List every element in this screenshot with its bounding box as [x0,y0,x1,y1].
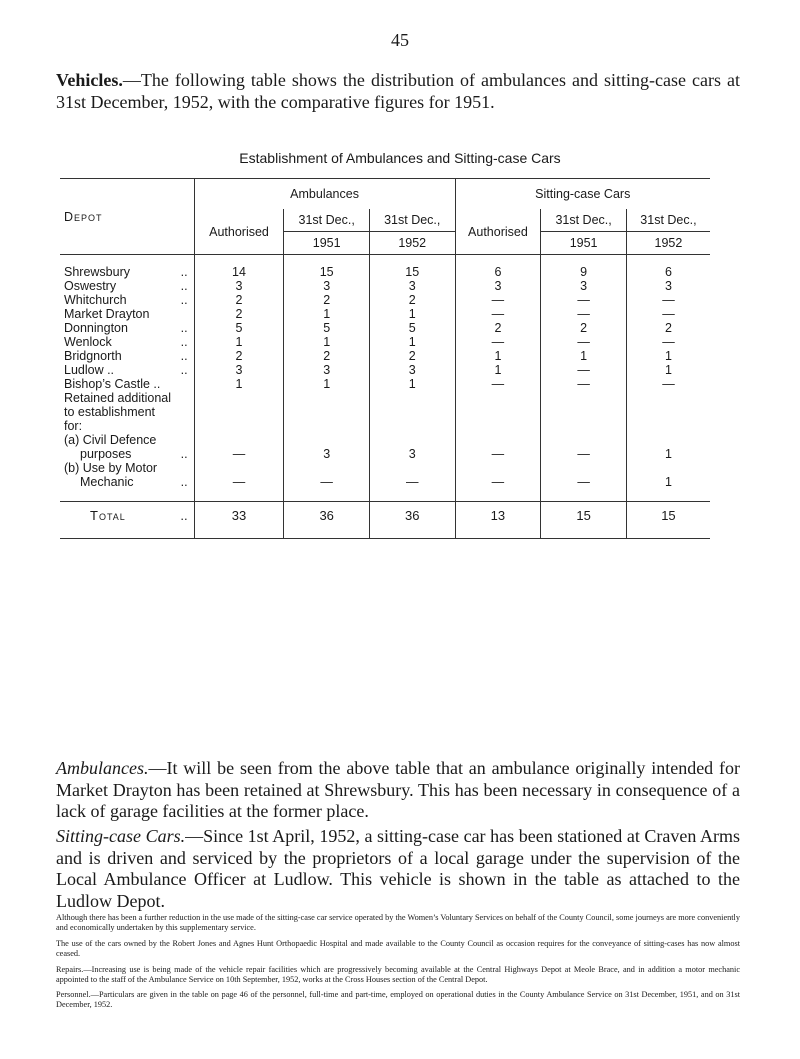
table-row: Whitchurch .. 2 2 2 — — — [60,293,710,307]
table-row: Bridgnorth .. 2 2 2 1 1 1 [60,349,710,363]
lower-text-block [56,913,740,1016]
header-sc-1952: 1952 [626,232,710,255]
orthopaedic-paragraph-flow: The use of the cars owned by the Robert Jones and Agnes Hunt Orthopaedic Hospital and made available to the County Council as occasion requires for the conveyance of sitting-cases has now almost ceased. [56,938,740,958]
header-sitting-case: Sitting-case Cars [455,179,710,210]
header-ambulances: Ambulances [194,179,455,210]
header-amb-dec-1952: 31st Dec., [369,209,455,232]
table-row: Wenlock .. 1 1 1 — — — [60,335,710,349]
table-row: Bishop’s Castle .. 1 1 1 — — — [60,377,710,391]
ambulances-paragraph: Ambulances.—It will be seen from the above table that an ambulance originally intended for Market Drayton has been retained at Shrewsbury. This has been necessary in consequence of a lack of garage facilities at the former place. [56,758,740,821]
header-sc-dec-1951: 31st Dec., [541,209,627,232]
wvs-paragraph-flow: Although there has been a further reduction in the use made of the sitting-case car service operated by the Women’s Voluntary Services on behalf of the County Council, some journeys are more conveniently and economically undertaken by this supplementary service. [56,913,740,932]
personnel-paragraph: Personnel.—Particulars are given in the table on page 46 of the personnel, full-time and part-time, employed on operational duties in the County Ambulance Service on 31st December, 1951, and on 31st December, 1952. [56,990,740,1010]
establishment-table [60,178,710,539]
intro-paragraph [56,70,740,113]
page-number: 45 [391,30,409,50]
table-row: Donnington .. 5 5 5 2 2 2 [60,321,710,335]
table-row: Shrewsbury .. 14 15 15 6 9 6 [60,255,710,280]
table-row: Oswestry .. 3 3 3 3 3 3 [60,279,710,293]
intro-lead: Vehicles. [56,70,123,90]
table-title: Establishment of Ambulances and Sitting-case Cars [239,150,561,166]
header-amb-dec-1951: 31st Dec., [284,209,370,232]
sitting-case-paragraph: Sitting-case Cars.—Since 1st April, 1952, a sitting-case car has been stationed at Craven Arms and is driven and serviced by the proprietors of a local garage under the supervision of the Local Ambulance Officer at Ludlow. This vehicle is shown in the table as attached to the Ludlow Depot. [56,826,741,911]
table-row: Ludlow .. .. 3 3 3 1 — 1 [60,363,710,377]
header-amb-1952: 1952 [369,232,455,255]
header-sc-1951: 1951 [541,232,627,255]
table-row: (a) Civil Defence purposes .. — 3 3 — — 1 [60,433,710,461]
table-row: (b) Use by Motor Mechanic .. — — — — — 1 [60,461,710,502]
repairs-paragraph: Repairs.—Increasing use is being made of the vehicle repair facilities which are progressively becoming available at the Central Highways Depot at Meole Brace, and in addition a motor mechanic appointed to the staff of the Ambulance Service on 10th September, 1952, works at the Cross Houses section of the Central Depot. [56,964,740,984]
total-row: Total .. 33 36 36 13 15 15 [60,502,710,539]
header-amb-1951: 1951 [284,232,370,255]
header-sc-authorised: Authorised [455,209,541,255]
header-amb-authorised: Authorised [194,209,284,255]
header-depot: Depot [60,179,194,255]
header-sc-dec-1952: 31st Dec., [626,209,710,232]
intro-text: —The following table shows the distribution of ambulances and sitting-case cars at 31st December, 1952, with the comparative figures for 1951. [56,70,740,112]
table-row: Market Drayton 2 1 1 — — — [60,307,710,321]
retained-heading-row: Retained additional to establishment for: [60,391,710,433]
